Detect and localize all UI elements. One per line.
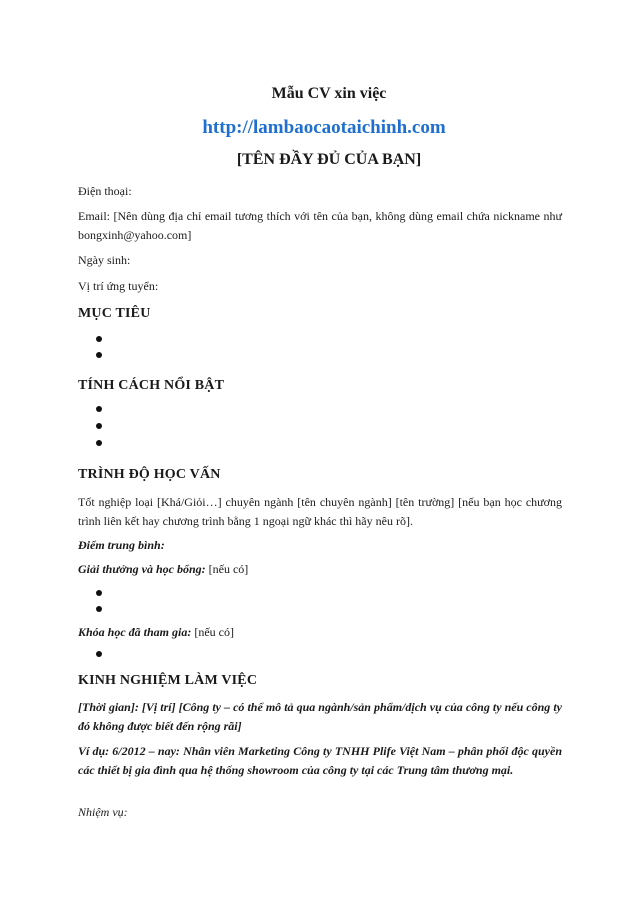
objective-bullet — [96, 352, 102, 358]
website-link[interactable]: http://lambaocaotaichinh.com — [202, 117, 446, 138]
objective-bullet — [96, 336, 102, 342]
courses-note: [nếu có] — [191, 625, 235, 639]
phone-line: Điện thoại: — [78, 184, 132, 198]
email-line: Email: [Nên dùng địa chỉ email tương thích với tên của bạn, không dùng email chứa nickname như bongxinh@yahoo.com] — [78, 209, 562, 242]
position-line: Vị trí ứng tuyển: — [78, 279, 159, 293]
courses-bullet — [96, 651, 102, 657]
duties-label: Nhiệm vụ: — [78, 805, 128, 819]
full-name-placeholder: [TÊN ĐẦY ĐỦ CỦA BẠN] — [236, 151, 422, 168]
dob-line: Ngày sinh: — [78, 253, 131, 267]
education-text: Tốt nghiệp loại [Khá/Giỏi…] chuyên ngành [tên chuyên ngành] [tên trường] [nếu bạn học chương trình liên kết hay chương trình bằng 1 ngoại ngữ khác thì hãy nêu rõ]. — [78, 495, 562, 528]
experience-example: Ví dụ: 6/2012 – nay: Nhân viên Marketing Công ty TNHH Plife Việt Nam – phân phối độc quyền các thiết bị gia đình qua hệ thống showroom của công ty tại các Trung tâm thương mại. — [78, 744, 562, 777]
document-title: Mẫu CV xin việc — [271, 85, 387, 102]
objective-heading: MỤC TIÊU — [78, 306, 151, 321]
awards-bullet — [96, 606, 102, 612]
courses-label: Khóa học đã tham gia: — [78, 625, 192, 639]
experience-template: [Thời gian]: [Vị trí] [Công ty – có thể mô tả qua ngành/sản phẩm/dịch vụ của công ty nếu công ty đó không được biết đến rộng rãi] — [78, 700, 562, 733]
experience-heading: KINH NGHIỆM LÀM VIỆC — [78, 673, 258, 688]
awards-line — [78, 562, 248, 577]
gpa-label: Điểm trung bình: — [78, 538, 165, 552]
traits-bullet — [96, 440, 102, 446]
education-heading: TRÌNH ĐỘ HỌC VẤN — [78, 467, 221, 482]
traits-heading: TÍNH CÁCH NỔI BẬT — [78, 378, 225, 393]
traits-bullet — [96, 406, 102, 412]
awards-note: [nếu có] — [205, 562, 249, 576]
awards-bullet — [96, 590, 102, 596]
awards-label: Giải thưởng và học bổng: — [78, 562, 206, 576]
traits-bullet — [96, 423, 102, 429]
courses-line — [78, 625, 234, 640]
